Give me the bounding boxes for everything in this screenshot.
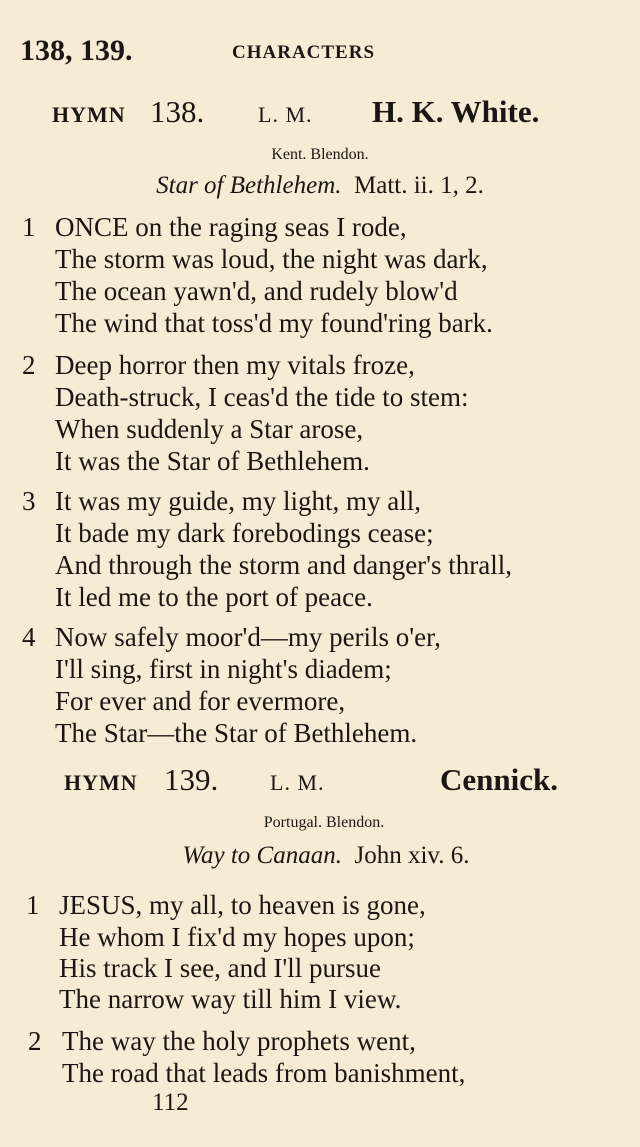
verse-line: JESUS, my all, to heaven is gone, [59, 890, 426, 920]
verse-line: The wind that toss'd my found'ring bark. [55, 308, 493, 338]
hymn-138-subject [0, 172, 640, 200]
verse-line: It led me to the port of peace. [55, 582, 373, 612]
hymn-label: HYMN [64, 770, 138, 795]
verse-line: It bade my dark forebodings cease; [55, 518, 434, 548]
verse-number: 2 [28, 1026, 42, 1056]
verse-number: 1 [22, 212, 36, 242]
hymn-meter: L. M. [270, 770, 325, 795]
verse-line: His track I see, and I'll pursue [59, 953, 382, 983]
verse-line: For ever and for evermore, [55, 686, 346, 716]
hymn-author: Cennick. [440, 762, 558, 797]
section-title: CHARACTERS [232, 42, 376, 63]
verse-line: He whom I fix'd my hopes upon; [59, 922, 415, 952]
verse-line: The narrow way till him I view. [59, 984, 402, 1014]
hymn-meter: L. M. [258, 102, 313, 127]
verse-number: 1 [26, 890, 40, 920]
verse-line: I'll sing, first in night's diadem; [55, 654, 392, 684]
verse-line: When suddenly a Star arose, [55, 414, 364, 444]
verse-line: The ocean yawn'd, and rudely blow'd [55, 276, 458, 306]
hymn-label: HYMN [52, 102, 126, 127]
hymn-138-tunes: Kent. Blendon. [271, 146, 369, 163]
verse-line: Death-struck, I ceas'd the tide to stem: [55, 382, 469, 412]
verse-line: It was the Star of Bethlehem. [55, 446, 370, 476]
verse-line: The way the holy prophets went, [62, 1026, 416, 1056]
verse-number: 2 [22, 350, 36, 380]
scripture-ref: Matt. ii. 1, 2. [354, 172, 484, 199]
verse-line: And through the storm and danger's thrall, [55, 550, 513, 580]
folio-number: 112 [152, 1089, 189, 1116]
hymn-139-subject [0, 842, 640, 870]
scripture-ref: John xiv. 6. [354, 842, 470, 869]
hymn-139-heading [0, 760, 640, 800]
hymn-138-heading [0, 92, 640, 132]
subject-title: Way to Canaan. [182, 842, 342, 869]
verse-line: The road that leads from banishment, [62, 1058, 466, 1088]
verse-line: ONCE on the raging seas I rode, [55, 212, 407, 242]
hymn-139-tunes: Portugal. Blendon. [263, 814, 385, 831]
verse-number: 3 [22, 486, 36, 516]
subject-title: Star of Bethlehem. [156, 172, 342, 199]
hymn-number: 138. [150, 94, 205, 129]
hymn-author: H. K. White. [372, 94, 540, 129]
verse-line: It was my guide, my light, my all, [55, 486, 421, 516]
verse-line: Now safely moor'd—my perils o'er, [55, 622, 441, 652]
hymn-number: 139. [164, 762, 219, 797]
page-numbers: 138, 139. [20, 34, 133, 67]
verse-line: The storm was loud, the night was dark, [55, 244, 488, 274]
verse-number: 4 [22, 622, 36, 652]
verse-line: The Star—the Star of Bethlehem. [55, 718, 418, 748]
verse-line: Deep horror then my vitals froze, [55, 350, 415, 380]
